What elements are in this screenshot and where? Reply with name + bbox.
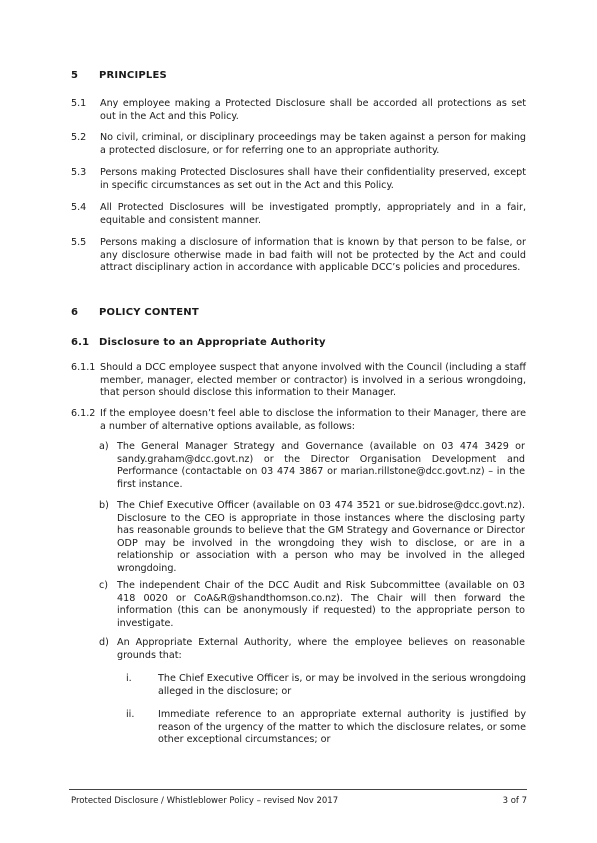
- option-letter: c): [99, 580, 109, 591]
- option-text: The General Manager Strategy and Governance (available on 03 474 3429 or sandy.graham@dcc.govt.nz) or the Director Organisation Development and Performance (contactable on 03 474 3867 or marian.rillstone@dcc.govt.nz) – in the first instance.: [117, 441, 525, 490]
- condition-text: Immediate reference to an appropriate external authority is justified by reason of the urgency of the matter to which the disclosure relates, or some other exceptional circumstances; or: [158, 709, 526, 746]
- paragraph-text: Persons making a disclosure of information that is known by that person to be false, or any disclosure otherwise made in bad faith will not be protected by the Act and could attract disciplinary action in accordance with applicable DCC’s policies and procedures.: [100, 237, 526, 274]
- option-text: The independent Chair of the DCC Audit and Risk Subcommittee (available on 03 418 0020 or CoA&R@shandthomson.co.nz). The Chair will then forward the information (this can be anonymously if requested) to the appropriate person to investigate.: [117, 580, 525, 629]
- paragraph-number: 6.1.1: [71, 362, 96, 373]
- subsection-6-1-heading: [71, 337, 326, 348]
- roman-numeral: ii.: [126, 709, 135, 720]
- subsection-number: 6.1: [71, 337, 90, 348]
- section-number: 6: [71, 307, 79, 318]
- section-number: 5: [71, 70, 79, 81]
- paragraph-text: Persons making Protected Disclosures shall have their confidentiality preserved, except in specific circumstances as set out in the Act and this Policy.: [100, 167, 526, 191]
- condition-text: The Chief Executive Officer is, or may be involved in the serious wrongdoing alleged in the disclosure; or: [158, 673, 526, 697]
- footer-divider: [69, 789, 527, 790]
- section-title: PRINCIPLES: [99, 70, 167, 81]
- section-title: POLICY CONTENT: [99, 307, 199, 318]
- section-5-heading: [71, 70, 167, 81]
- paragraph-text: Any employee making a Protected Disclosure shall be accorded all protections as set out in the Act and this Policy.: [100, 98, 526, 122]
- footer-page-number: 3 of 7: [502, 796, 527, 806]
- option-letter: b): [99, 500, 109, 511]
- paragraph-number: 5.4: [71, 202, 87, 213]
- option-letter: d): [99, 637, 109, 648]
- paragraph-number: 5.5: [71, 237, 87, 248]
- subsection-title: Disclosure to an Appropriate Authority: [99, 337, 326, 348]
- paragraph-text: If the employee doesn’t feel able to disclose the information to their Manager, there are a number of alternative options available, as follows:: [100, 408, 526, 432]
- paragraph-number: 5.1: [71, 98, 87, 109]
- roman-numeral: i.: [126, 673, 132, 684]
- option-letter: a): [99, 441, 109, 452]
- footer-document-title: Protected Disclosure / Whistleblower Policy – revised Nov 2017: [71, 796, 339, 806]
- paragraph-number: 5.3: [71, 167, 87, 178]
- paragraph-text: All Protected Disclosures will be investigated promptly, appropriately and in a fair, equitable and consistent manner.: [100, 202, 526, 226]
- paragraph-text: No civil, criminal, or disciplinary proceedings may be taken against a person for making a protected disclosure, or for referring one to an appropriate authority.: [100, 132, 526, 156]
- option-text: The Chief Executive Officer (available on 03 474 3521 or sue.bidrose@dcc.govt.nz). Disclosure to the CEO is appropriate in those instances where the disclosing party has reasonable grounds to believe that the GM Strategy and Governance or Director ODP may be involved in the wrongdoing they wish to disclose, or are in a relationship or association with a person who may be involved in the alleged wrongdoing.: [117, 500, 525, 574]
- paragraph-text: Should a DCC employee suspect that anyone involved with the Council (including a staff member, manager, elected member or contractor) is involved in a serious wrongdoing, that person should disclose this information to their Manager.: [100, 362, 526, 399]
- paragraph-number: 5.2: [71, 132, 87, 143]
- paragraph-number: 6.1.2: [71, 408, 96, 419]
- section-6-heading: [71, 307, 199, 318]
- option-text: An Appropriate External Authority, where the employee believes on reasonable grounds that:: [117, 637, 525, 661]
